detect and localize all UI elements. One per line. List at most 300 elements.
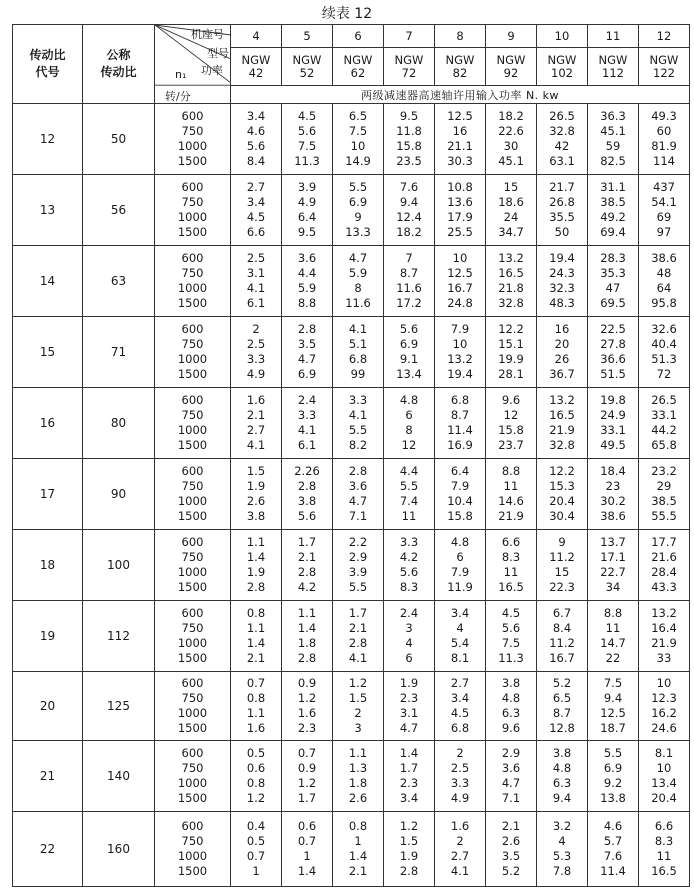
power-value: 16.5 [549, 408, 575, 422]
power-value: 1.4 [246, 550, 266, 564]
power-value: 1.1 [246, 706, 266, 720]
power-value: 4 [456, 621, 464, 635]
power-value: 51.3 [651, 352, 677, 366]
power-cell [435, 741, 486, 812]
power-value: 5.3 [552, 849, 572, 863]
power-value: 13.2 [549, 393, 575, 407]
power-value: 4.9 [246, 367, 266, 381]
power-value: 17.2 [396, 296, 422, 310]
model-header [333, 48, 384, 86]
power-cell [231, 175, 282, 246]
power-value: 2.6 [348, 791, 368, 805]
power-value: 5.6 [297, 509, 317, 523]
model-header-line: 102 [551, 65, 573, 80]
ratio-code-cell: 20 [13, 672, 83, 741]
power-value: 8.3 [399, 580, 419, 594]
power-value: 13.2 [651, 606, 677, 620]
power-value: 6.5 [552, 691, 572, 705]
speed-value: 1000 [177, 494, 208, 508]
power-value: 4.4 [399, 464, 419, 478]
power-cell [537, 672, 588, 741]
speed-value: 1000 [177, 776, 208, 790]
n1-label: n₁ [175, 68, 187, 81]
power-cell [486, 388, 537, 459]
ratio-group-row [13, 246, 690, 317]
power-cell [231, 812, 282, 887]
power-value: 3.6 [297, 251, 317, 265]
power-value: 2.5 [246, 337, 266, 351]
model-header-line: NGW [598, 52, 628, 67]
power-value: 7.9 [450, 322, 470, 336]
power-value: 28.3 [600, 251, 626, 265]
power-value: 5.7 [603, 834, 623, 848]
power-value: 27.8 [600, 337, 626, 351]
ratio-group-row [13, 388, 690, 459]
ratio-group-row [13, 104, 690, 175]
frame-number-header: 8 [435, 25, 486, 48]
power-value: 6.5 [348, 109, 368, 123]
power-value: 36.6 [600, 352, 626, 366]
power-value: 3.5 [501, 849, 521, 863]
speed-cell [155, 601, 231, 672]
power-value: 38.5 [600, 195, 626, 209]
power-value: 33 [656, 651, 672, 665]
power-value: 13.6 [447, 195, 473, 209]
speed-value: 600 [181, 606, 204, 620]
power-value: 49.5 [600, 438, 626, 452]
power-value: 3.1 [246, 266, 266, 280]
power-value: 38.5 [651, 494, 677, 508]
power-value: 6.4 [297, 210, 317, 224]
model-header-line: NGW [241, 52, 271, 67]
model-header-line: 42 [248, 65, 264, 80]
power-value: 8.7 [552, 706, 572, 720]
power-value: 0.6 [297, 819, 317, 833]
power-cell [639, 672, 690, 741]
speed-value: 1000 [177, 849, 208, 863]
power-value: 2 [456, 834, 464, 848]
model-header-line: 52 [299, 65, 315, 80]
power-value: 6 [456, 550, 464, 564]
power-value: 17.7 [651, 535, 677, 549]
power-value: 12 [503, 408, 519, 422]
model-header-line: NGW [496, 52, 526, 67]
power-value: 30 [503, 139, 519, 153]
power-value: 95.8 [651, 296, 677, 310]
power-value: 5.5 [603, 746, 623, 760]
power-value: 3.6 [501, 761, 521, 775]
power-cell [282, 175, 333, 246]
power-value: 1.2 [246, 791, 266, 805]
power-value: 5.1 [348, 337, 368, 351]
power-value: 40.4 [651, 337, 677, 351]
power-value: 15 [554, 565, 570, 579]
power-value: 9.6 [501, 393, 521, 407]
power-value: 30.4 [549, 509, 575, 523]
speed-value: 1500 [177, 509, 208, 523]
frame-number-header: 9 [486, 25, 537, 48]
power-cell [639, 459, 690, 530]
power-value: 10 [656, 676, 672, 690]
power-cell [231, 317, 282, 388]
power-cell [588, 175, 639, 246]
power-value: 20 [554, 337, 570, 351]
speed-value: 750 [181, 124, 204, 138]
power-value: 15.3 [549, 479, 575, 493]
power-cell [435, 601, 486, 672]
power-value: 20.4 [651, 791, 677, 805]
power-value: 2.7 [450, 676, 470, 690]
power-cell [486, 459, 537, 530]
power-value: 6.6 [501, 535, 521, 549]
power-value: 3.8 [246, 509, 266, 523]
power-value: 0.4 [246, 819, 266, 833]
power-cell [333, 317, 384, 388]
power-cell [282, 104, 333, 175]
table-title: 续表 12 [321, 6, 373, 22]
power-value: 9.5 [297, 225, 317, 239]
frame-number-header: 6 [333, 25, 384, 48]
power-value: 15 [503, 180, 519, 194]
power-value: 1.8 [348, 776, 368, 790]
power-cell [537, 741, 588, 812]
ratio-group-row [13, 741, 690, 812]
power-cell [231, 104, 282, 175]
power-value: 5.5 [399, 479, 419, 493]
power-value: 8.1 [450, 651, 470, 665]
nominal-ratio-cell: 56 [83, 175, 155, 246]
speed-value: 1000 [177, 423, 208, 437]
power-value: 26 [554, 352, 570, 366]
power-value: 3.8 [501, 676, 521, 690]
model-header-line: 72 [401, 65, 417, 80]
power-value: 19.4 [549, 251, 575, 265]
power-value: 4.8 [501, 691, 521, 705]
power-cell [588, 104, 639, 175]
power-value: 8 [354, 281, 362, 295]
power-value: 1.7 [399, 761, 419, 775]
power-value: 4 [405, 636, 413, 650]
power-value: 69.5 [600, 296, 626, 310]
power-value: 4.7 [501, 776, 521, 790]
power-value: 22.6 [498, 124, 524, 138]
power-value: 5.6 [399, 322, 419, 336]
power-value: 4.7 [348, 251, 368, 265]
power-cell [333, 388, 384, 459]
speed-value: 750 [181, 761, 204, 775]
power-value: 11.3 [294, 154, 320, 168]
power-cell [384, 601, 435, 672]
power-value: 3.6 [348, 479, 368, 493]
power-cell [384, 530, 435, 601]
speed-value: 750 [181, 479, 204, 493]
speed-cell [155, 672, 231, 741]
frame-number-header: 11 [588, 25, 639, 48]
power-value: 0.8 [246, 606, 266, 620]
power-value: 5.4 [450, 636, 470, 650]
power-value: 1 [303, 849, 311, 863]
model-header [588, 48, 639, 86]
power-value: 22.3 [549, 580, 575, 594]
model-header [486, 48, 537, 86]
power-value: 10.4 [447, 494, 473, 508]
speed-cell [155, 175, 231, 246]
power-value: 4.5 [501, 606, 521, 620]
power-value: 11.4 [600, 864, 626, 878]
power-value: 3.3 [399, 535, 419, 549]
power-value: 9.5 [399, 109, 419, 123]
power-value: 2.3 [399, 691, 419, 705]
power-value: 63.1 [549, 154, 575, 168]
power-value: 1.2 [297, 776, 317, 790]
power-value: 24.9 [600, 408, 626, 422]
nominal-ratio-cell: 140 [83, 741, 155, 812]
power-value: 1.7 [348, 606, 368, 620]
model-header-line: NGW [649, 52, 679, 67]
power-cell [537, 246, 588, 317]
power-value: 59 [605, 139, 621, 153]
power-value: 4.1 [348, 408, 368, 422]
power-value: 1.6 [246, 721, 266, 735]
power-cell [231, 672, 282, 741]
power-value: 15.8 [396, 139, 422, 153]
power-cell [588, 246, 639, 317]
power-value: 32.8 [498, 296, 524, 310]
power-cell [231, 741, 282, 812]
power-value: 50 [554, 225, 570, 239]
power-value: 2 [456, 746, 464, 760]
power-value: 6.9 [399, 337, 419, 351]
power-value: 14.7 [600, 636, 626, 650]
power-cell [588, 530, 639, 601]
power-value: 22.5 [600, 322, 626, 336]
power-cell [486, 601, 537, 672]
power-value: 13.3 [345, 225, 371, 239]
power-value: 16.7 [447, 281, 473, 295]
power-value: 14.6 [498, 494, 524, 508]
power-value: 7.5 [603, 676, 623, 690]
power-value: 11 [503, 479, 519, 493]
power-value: 51.5 [600, 367, 626, 381]
power-value: 0.9 [297, 676, 317, 690]
power-value: 49.2 [600, 210, 626, 224]
power-value: 2.3 [297, 721, 317, 735]
power-value: 6.4 [450, 464, 470, 478]
ratio-code-cell: 19 [13, 601, 83, 672]
power-value: 2.3 [399, 776, 419, 790]
power-cell [588, 317, 639, 388]
power-cell [384, 175, 435, 246]
power-value: 5.5 [348, 580, 368, 594]
power-value: 1.6 [246, 393, 266, 407]
power-value: 7.8 [552, 864, 572, 878]
power-value: 21.7 [549, 180, 575, 194]
speed-value: 1500 [177, 721, 208, 735]
power-cell [231, 459, 282, 530]
power-value: 2.4 [297, 393, 317, 407]
power-cell [333, 104, 384, 175]
power-value: 42 [554, 139, 570, 153]
model-header-line: NGW [445, 52, 475, 67]
model-header-line: NGW [547, 52, 577, 67]
speed-value: 1000 [177, 565, 208, 579]
power-value: 4.1 [246, 281, 266, 295]
power-value: 16.5 [498, 580, 524, 594]
power-value: 5.2 [552, 676, 572, 690]
power-value: 21.9 [549, 423, 575, 437]
power-value: 2.6 [501, 834, 521, 848]
ratio-code-cell: 16 [13, 388, 83, 459]
power-value: 26.8 [549, 195, 575, 209]
power-value: 6.6 [246, 225, 266, 239]
power-value: 20.4 [549, 494, 575, 508]
ratio-code-header-line2: 代号 [35, 65, 60, 79]
ratio-code-cell: 14 [13, 246, 83, 317]
power-value: 4.7 [399, 721, 419, 735]
model-header-line: NGW [394, 52, 424, 67]
power-value: 18.2 [498, 109, 524, 123]
frame-label: 机座号 [191, 28, 224, 41]
power-cell [639, 741, 690, 812]
speed-cell [155, 459, 231, 530]
power-value: 16.9 [447, 438, 473, 452]
model-header [639, 48, 690, 86]
power-value: 12.2 [549, 464, 575, 478]
power-value: 97 [656, 225, 672, 239]
nominal-ratio-cell: 50 [83, 104, 155, 175]
power-value: 4.5 [246, 210, 266, 224]
power-value: 8.3 [501, 550, 521, 564]
power-cell [486, 104, 537, 175]
nominal-ratio-cell: 125 [83, 672, 155, 741]
model-header-line: 82 [452, 65, 468, 80]
power-cell [588, 388, 639, 459]
power-value: 4 [558, 834, 566, 848]
power-value: 5.6 [297, 124, 317, 138]
power-value: 2.8 [297, 565, 317, 579]
speed-value: 600 [181, 819, 204, 833]
model-header-line: 122 [653, 65, 675, 80]
power-value: 35.3 [600, 266, 626, 280]
power-value: 48 [656, 266, 672, 280]
power-value: 4.7 [348, 494, 368, 508]
power-cell [639, 246, 690, 317]
power-value: 2.8 [297, 322, 317, 336]
power-value: 22.7 [600, 565, 626, 579]
speed-value: 600 [181, 251, 204, 265]
power-value: 1.3 [348, 761, 368, 775]
power-value: 11.4 [447, 423, 473, 437]
power-rating-table [12, 24, 690, 887]
power-value: 43.3 [651, 580, 677, 594]
power-label: 功率 [201, 64, 223, 77]
power-value: 1.1 [348, 746, 368, 760]
power-value: 14.9 [345, 154, 371, 168]
frame-number-header: 4 [231, 25, 282, 48]
power-value: 10 [452, 337, 468, 351]
power-value: 17.1 [600, 550, 626, 564]
nominal-ratio-header [83, 25, 155, 104]
unit-caption: 两级减速器高速轴许用输入功率 N. kw [231, 86, 690, 104]
power-cell [435, 459, 486, 530]
power-value: 1.4 [399, 746, 419, 760]
speed-value: 1000 [177, 139, 208, 153]
power-value: 65.8 [651, 438, 677, 452]
power-value: 0.8 [246, 691, 266, 705]
speed-value: 1500 [177, 580, 208, 594]
power-value: 3 [354, 721, 362, 735]
power-cell [588, 601, 639, 672]
power-value: 99 [350, 367, 366, 381]
power-value: 0.7 [246, 849, 266, 863]
power-value: 8.4 [246, 154, 266, 168]
power-cell [333, 812, 384, 887]
power-value: 12.8 [549, 721, 575, 735]
power-value: 8.7 [450, 408, 470, 422]
power-value: 24 [503, 210, 519, 224]
power-value: 11.3 [498, 651, 524, 665]
power-value: 64 [656, 281, 672, 295]
power-cell [333, 672, 384, 741]
power-value: 2.1 [348, 864, 368, 878]
power-value: 24.8 [447, 296, 473, 310]
power-value: 1.1 [246, 621, 266, 635]
speed-value: 1500 [177, 225, 208, 239]
power-value: 9.1 [399, 352, 419, 366]
power-value: 19.4 [447, 367, 473, 381]
power-value: 6.7 [552, 606, 572, 620]
power-value: 1.9 [399, 676, 419, 690]
power-value: 11.6 [396, 281, 422, 295]
power-value: 21.1 [447, 139, 473, 153]
power-value: 7.5 [297, 139, 317, 153]
power-value: 1.9 [246, 479, 266, 493]
power-cell [231, 601, 282, 672]
rpm-label: 转/分 [165, 90, 191, 103]
power-value: 2.7 [246, 423, 266, 437]
power-value: 23 [605, 479, 621, 493]
power-value: 1.4 [246, 636, 266, 650]
power-value: 114 [653, 154, 675, 168]
power-value: 21.9 [651, 636, 677, 650]
power-value: 4.1 [348, 322, 368, 336]
speed-cell [155, 741, 231, 812]
power-value: 7.1 [501, 791, 521, 805]
power-value: 12.5 [447, 266, 473, 280]
power-value: 18.4 [600, 464, 626, 478]
power-cell [231, 388, 282, 459]
power-value: 3.3 [297, 408, 317, 422]
power-value: 9.4 [603, 691, 623, 705]
power-value: 7.4 [399, 494, 419, 508]
power-value: 3.3 [348, 393, 368, 407]
power-value: 4.1 [450, 864, 470, 878]
model-header [231, 48, 282, 86]
power-value: 26.5 [651, 393, 677, 407]
power-cell [486, 741, 537, 812]
speed-cell [155, 530, 231, 601]
power-value: 13.8 [600, 791, 626, 805]
power-value: 2.5 [450, 761, 470, 775]
power-value: 7.5 [501, 636, 521, 650]
power-cell [588, 672, 639, 741]
power-value: 7.9 [450, 479, 470, 493]
power-value: 6.6 [654, 819, 674, 833]
power-value: 3.8 [552, 746, 572, 760]
power-value: 19.8 [600, 393, 626, 407]
power-value: 2.8 [348, 636, 368, 650]
speed-value: 600 [181, 322, 204, 336]
